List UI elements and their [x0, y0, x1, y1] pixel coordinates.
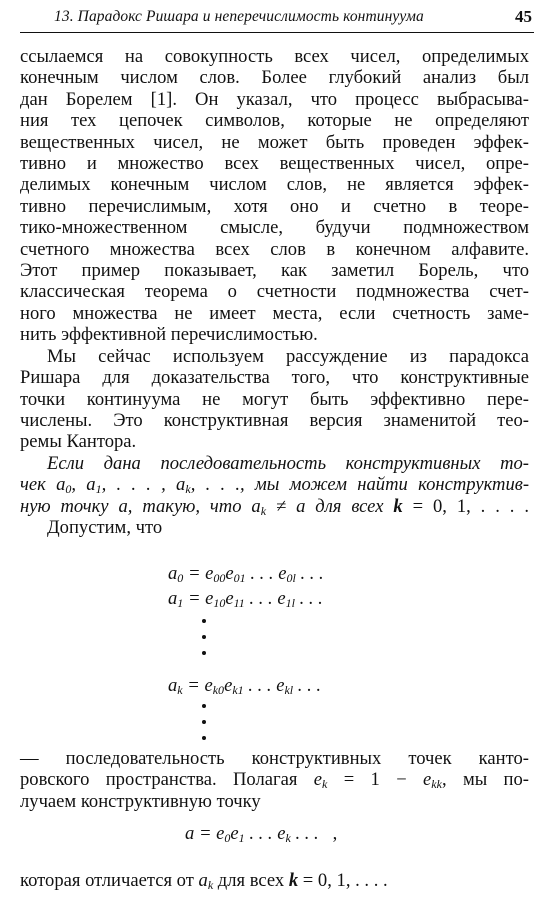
text-line: тивно перечислимым, хотя оно и счетно в теоре- [20, 195, 529, 217]
text-line: Ришара для доказательства того, что конструктивные [20, 367, 529, 389]
main-text [20, 46, 529, 538]
text-line: — последовательность конструктивных точек канто- [20, 748, 529, 769]
page-number: 45 [515, 7, 532, 26]
text-line: точки континуума не могут быть эффективно пере- [20, 388, 529, 410]
text-line: ного множества не имеет места, если счетность заме- [20, 302, 529, 324]
vertical-dots [168, 613, 324, 675]
text-line: ремы Кантора. [20, 431, 137, 453]
text-line: Мы сейчас используем рассуждение из парадокса [47, 345, 529, 367]
formula-row: $a_0 = e_{00}e_{01}$ . . . $e_{0l}$ . . . [168, 563, 324, 585]
constructed-point-formula: $a = e_0e_1$ . . . $e_k$ . . . , [185, 823, 338, 845]
text-line: тивно и множество всех вещественных чисел, опре- [20, 153, 529, 175]
formula-row: $a_k = e_{k0}e_{k1}$ . . . $e_{kl}$ . . . [168, 675, 322, 697]
formula-row: $a_1 = e_{10}e_{11}$ . . . $e_{1l}$ . . . [168, 588, 323, 610]
text-line: числены. Это конструктивная версия знаменитой тео- [20, 409, 529, 431]
running-header [20, 4, 534, 33]
chapter-title: 13. Парадокс Ришара и неперечислимость континуума [54, 8, 424, 25]
closing-line: которая отличается от $a_k$ для всех k = 0, 1, . . . . [20, 870, 388, 892]
text-line: классическая теорема о счетности подмножества счет- [20, 281, 529, 303]
theorem-line: чек $a_0$, $a_1$, . . . , $a_k$, . . ., мы можем найти конструктив- [20, 474, 530, 497]
paragraph-cantor [20, 346, 529, 453]
text-line: конечным числом слов. Более глубокий анализ был [20, 67, 529, 89]
theorem-line: ную точку a, такую, что $a_k \ne a$ для всех k = 0, 1, . . . . [20, 495, 529, 518]
text-line: Этот пример показывает, как заметил Борель, что [20, 260, 529, 282]
text-line: счетного множества всех слов в конечном алфавите. [20, 238, 529, 260]
paragraph-borel [20, 46, 529, 346]
text-line: ровского пространства. Полагая $e_k = 1 - e_{kk}$, мы по- [20, 769, 529, 792]
text-line: нить эффективной перечислимостью. [20, 324, 318, 346]
text-line: вещественных чисел, не может быть проведен эффек- [20, 131, 529, 153]
text-line: ссылаемся на совокупность всех чисел, определимых [20, 46, 529, 67]
text-line: делимых конечным числом слов, не является эффек- [20, 174, 529, 196]
after-text [20, 748, 529, 812]
theorem-statement [20, 453, 529, 517]
text-line: лучаем конструктивную точку [20, 790, 261, 812]
text-line: ния тех цепочек символов, которые не определяют [20, 110, 529, 132]
intro-line: Допустим, что [47, 516, 163, 538]
text-line: тико-множественном смысле, будучи подмножеством [20, 217, 529, 239]
theorem-line: Если дана последовательность конструктивных то- [47, 452, 529, 474]
text-line: дан Борелем [1]. Он указал, что процесс выбрасыва- [20, 88, 529, 110]
sequence-formulas [168, 563, 324, 762]
